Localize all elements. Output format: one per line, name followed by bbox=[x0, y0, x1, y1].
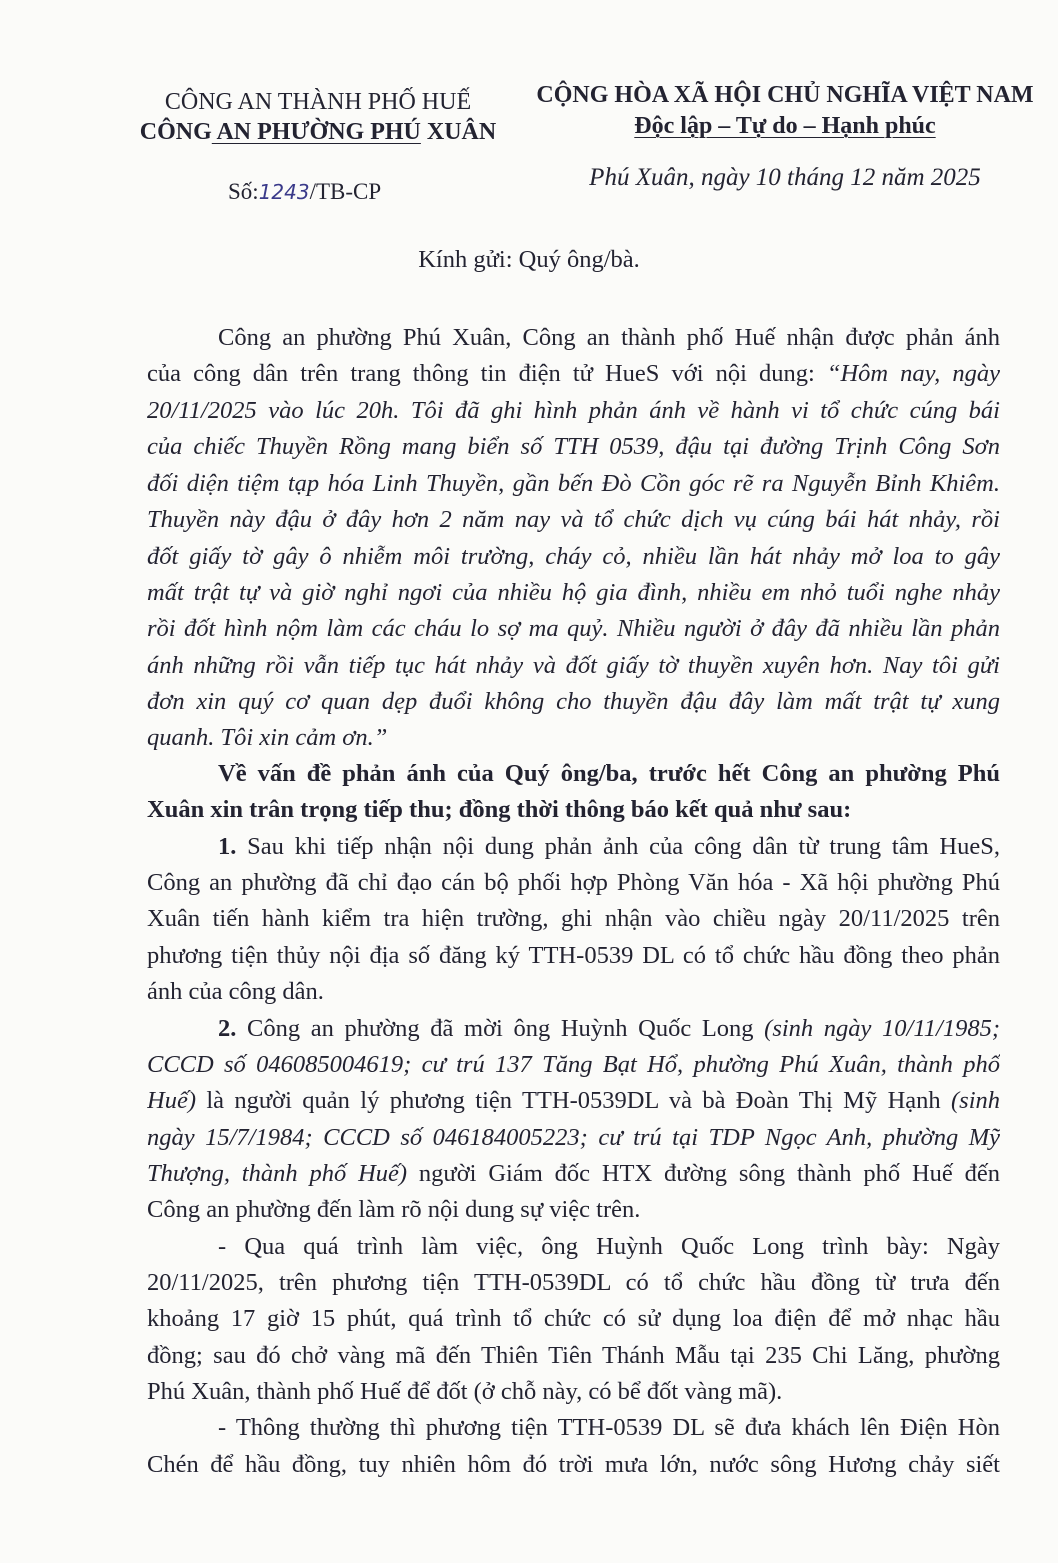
item2-line bbox=[147, 1156, 1000, 1192]
agency-underlined: AN PHƯỜNG PHÚ bbox=[211, 119, 421, 145]
item1-line bbox=[218, 829, 1000, 865]
quote-line: rồi đốt hình nộm làm các cháu lo sợ ma quỷ. Nhiều người ở đây đã nhiều lần phản bbox=[147, 615, 1000, 642]
place-date: Phú Xuân, ngày 10 tháng 12 năm 2025 bbox=[589, 164, 981, 191]
motto-text: Độc lập – Tự do – Hạnh phúc bbox=[634, 113, 936, 139]
p1-line2-plain: của công dân trên trang thông tin điện tử HueS với nội dung: bbox=[147, 360, 827, 387]
item2-text-italic: (sinh ngày 10/11/1985; bbox=[764, 1015, 1000, 1042]
agency-suffix: XUÂN bbox=[420, 119, 497, 145]
intro-line: Xuân xin trân trọng tiếp thu; đồng thời thông báo kết quả như sau: bbox=[147, 796, 852, 823]
item1-line: Xuân tiến hành kiểm tra hiện trường, ghi nhận vào chiều ngày 20/11/2025 trên bbox=[147, 905, 1000, 932]
item2-text-italic: (sinh bbox=[951, 1087, 1000, 1114]
item2-text-italic: Thượng, thành phố Huế) bbox=[147, 1160, 408, 1187]
intro-line: Về vấn đề phản ánh của Quý ông/ba, trước hết Công an phường Phú bbox=[218, 760, 1000, 787]
quote-line: đốt giấy tờ gây ô nhiễm môi trường, cháy cỏ, nhiều lần hát nhảy mở loa to gây bbox=[147, 543, 1000, 570]
country-name: CỘNG HÒA XÃ HỘI CHỦ NGHĨA VIỆT NAM bbox=[536, 82, 1034, 108]
item2-text: người Giám đốc HTX đường sông thành phố Huế đến bbox=[407, 1160, 1000, 1187]
item2-text-italic: Huế) bbox=[147, 1087, 196, 1114]
quote-line: ánh những rồi vẫn tiếp tục hát nhảy và đốt giấy tờ thuyền xuyên hơn. Nay tôi gửi bbox=[147, 652, 1000, 679]
item1-line: phương tiện thủy nội địa số đăng ký TTH-0539 DL có tổ chức hầu đồng theo phản bbox=[147, 942, 1000, 969]
agency-parent: CÔNG AN THÀNH PHỐ HUẾ bbox=[164, 89, 472, 115]
item1-text: Sau khi tiếp nhận nội dung phản ảnh của công dân từ trung tâm HueS, bbox=[236, 833, 1000, 860]
dash1-line: 20/11/2025, trên phương tiện TTH-0539DL có tổ chức hầu đồng từ trưa đến bbox=[147, 1269, 1000, 1296]
doc-number-suffix: /TB-CP bbox=[309, 179, 382, 204]
item1-line: Công an phường đã chỉ đạo cán bộ phối hợp Phòng Văn hóa - Xã hội phường Phú bbox=[147, 869, 1000, 896]
quote-line: Thuyền này đậu ở đây hơn 2 năm nay và tổ chức dịch vụ cúng bái hát nhảy, rồi bbox=[147, 506, 1000, 533]
motto bbox=[515, 112, 1055, 140]
item2-number: 2. bbox=[218, 1015, 237, 1042]
item1-line: ánh của công dân. bbox=[147, 978, 324, 1005]
item2-line bbox=[147, 1083, 1000, 1119]
quote-line: của chiếc Thuyền Rồng mang biển số TTH 0539, đậu tại đường Trịnh Công Sơn bbox=[147, 433, 1000, 460]
p1-line2-quote-start: “Hôm nay, ngày bbox=[826, 360, 1000, 387]
quote-line: quanh. Tôi xin cảm ơn.” bbox=[147, 724, 388, 751]
item2-line: ngày 15/7/1984; CCCD số 046184005223; cư trú tại TDP Ngọc Anh, phường Mỹ bbox=[147, 1124, 1000, 1151]
item2-line: CCCD số 046085004619; cư trú 137 Tăng Bạt Hổ, phường Phú Xuân, thành phố bbox=[147, 1051, 1000, 1078]
dash1-line: - Qua quá trình làm việc, ông Huỳnh Quốc Long trình bày: Ngày bbox=[218, 1233, 1000, 1260]
p1-line bbox=[147, 356, 1000, 392]
agency-prefix: CÔNG bbox=[139, 119, 212, 145]
item2-text: Công an phường đã mời ông Huỳnh Quốc Long bbox=[236, 1015, 765, 1042]
doc-number bbox=[228, 178, 381, 206]
item2-line bbox=[218, 1011, 1000, 1047]
doc-number-handwritten: 1243 bbox=[258, 180, 310, 204]
item2-text: là người quản lý phương tiện TTH-0539DL và bà Đoàn Thị Mỹ Hạnh bbox=[195, 1087, 951, 1114]
dash1-line: Phú Xuân, thành phố Huế để đốt (ở chỗ này, có bể đốt vàng mã). bbox=[147, 1378, 783, 1405]
quote-line: 20/11/2025 vào lúc 20h. Tôi đã ghi hình phản ánh về hành vi tổ chức cúng bái bbox=[147, 397, 1000, 424]
quote-line: đối diện tiệm tạp hóa Linh Thuyền, gần bến Đò Cồn góc rẽ ra Nguyễn Bỉnh Khiêm. bbox=[147, 470, 1000, 497]
doc-number-label: Số: bbox=[228, 179, 259, 204]
item2-line: Công an phường đến làm rõ nội dung sự việc trên. bbox=[147, 1196, 641, 1223]
salutation: Kính gửi: Quý ông/bà. bbox=[418, 246, 640, 273]
quote-line: đơn xin quý cơ quan dẹp đuổi không cho thuyền đậu đây làm mất trật tự xung bbox=[147, 688, 1000, 715]
dash1-line: đồng; sau đó chở vàng mã đến Thiên Tiên Thánh Mẫu tại 235 Chi Lăng, phường bbox=[147, 1342, 1000, 1369]
quote-line: mất trật tự và giờ nghỉ ngơi của nhiều hộ gia đình, nhiều em nhỏ tuổi nghe nhảy bbox=[147, 579, 1000, 606]
item1-number: 1. bbox=[218, 833, 237, 860]
p1-line: Công an phường Phú Xuân, Công an thành phố Huế nhận được phản ánh bbox=[218, 324, 1000, 351]
dash1-line: khoảng 17 giờ 15 phút, quá trình tổ chức có sử dụng loa điện để mở nhạc hầu bbox=[147, 1305, 1000, 1332]
dash2-line: Chén để hầu đồng, tuy nhiên hôm đó trời mưa lớn, nước sông Hương chảy siết bbox=[147, 1451, 1000, 1478]
dash2-line: - Thông thường thì phương tiện TTH-0539 DL sẽ đưa khách lên Điện Hòn bbox=[218, 1414, 1000, 1441]
agency-name bbox=[128, 118, 508, 146]
